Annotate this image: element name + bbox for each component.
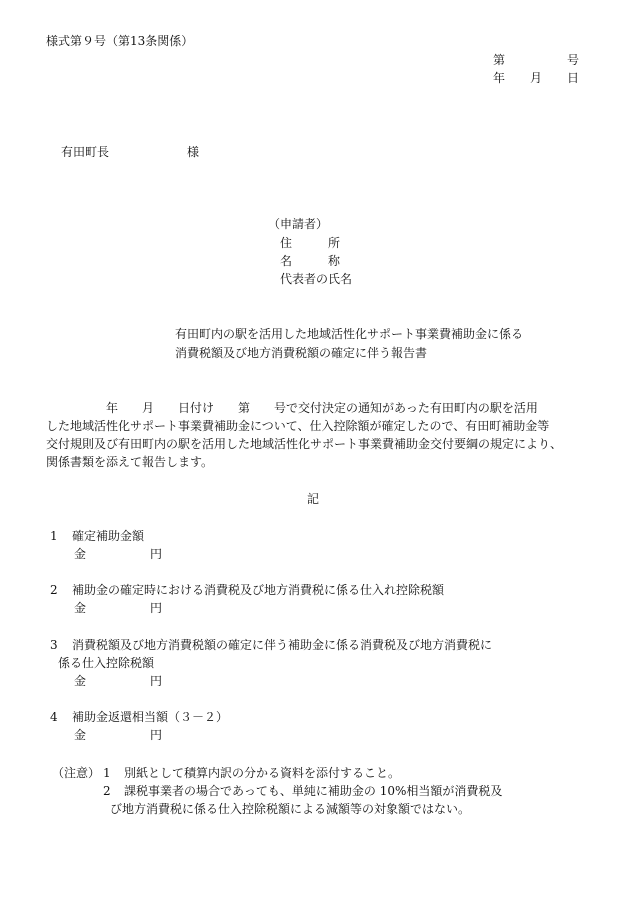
note-text-continued: び地方消費税に係る仕入控除税額による減額等の対象額ではない。 [110, 802, 471, 816]
ki-heading: 記 [307, 492, 320, 506]
body-line: 年 月 日付け 第 号で交付決定の通知があった有田町内の駅を活用 [46, 401, 538, 415]
addressee-honorific: 様 [187, 145, 200, 159]
note-number: 2 [103, 784, 111, 798]
amount-unit: 円 [150, 601, 163, 615]
amount-prefix: 金 [74, 547, 87, 561]
amount-unit: 円 [150, 728, 163, 742]
note-number: 1 [103, 766, 111, 780]
applicant-address-label: 住 所 [280, 236, 341, 250]
form-number: 様式第９号（第13条関係） [46, 34, 194, 48]
applicant-name-label: 名 称 [280, 254, 341, 268]
amount-prefix: 金 [74, 674, 87, 688]
amount-prefix: 金 [74, 728, 87, 742]
body-line: 関係書類を添えて報告します。 [46, 455, 214, 469]
amount-unit: 円 [150, 547, 163, 561]
item-label: 確定補助金額 [72, 529, 145, 543]
date-month: 月 [530, 71, 543, 85]
item-label-continued: 係る仕入控除税額 [58, 656, 155, 670]
applicant-heading: （申請者） [268, 217, 329, 231]
document-number-suffix: 号 [567, 53, 580, 67]
addressee-name: 有田町長 [61, 145, 110, 159]
document-number-prefix: 第 [493, 53, 506, 67]
report-title-line-1: 有田町内の駅を活用した地域活性化サポート事業費補助金に係る [175, 327, 524, 341]
body-line: した地域活性化サポート事業費補助金について、仕入控除額が確定したので、有田町補助金等 [46, 419, 550, 433]
item-label: 消費税額及び地方消費税額の確定に伴う補助金に係る消費税及び地方消費税に [72, 638, 493, 652]
item-number: 1 [50, 529, 58, 543]
amount-unit: 円 [150, 674, 163, 688]
date-year: 年 [493, 71, 506, 85]
notes-label: （注意） [52, 766, 101, 780]
item-number: 4 [50, 710, 58, 724]
applicant-representative-label: 代表者の氏名 [280, 272, 353, 286]
amount-prefix: 金 [74, 601, 87, 615]
report-title-line-2: 消費税額及び地方消費税額の確定に伴う報告書 [175, 346, 428, 360]
item-number: 2 [50, 583, 58, 597]
item-number: 3 [50, 638, 58, 652]
date-day: 日 [567, 71, 580, 85]
item-label: 補助金返還相当額（３－２） [72, 710, 229, 724]
item-label: 補助金の確定時における消費税及び地方消費税に係る仕入れ控除税額 [72, 583, 445, 597]
note-text: 別紙として積算内訳の分かる資料を添付すること。 [124, 766, 401, 780]
body-line: 交付規則及び有田町内の駅を活用した地域活性化サポート事業費補助金交付要綱の規定により、 [46, 437, 563, 451]
note-text: 課税事業者の場合であっても、単純に補助金の 10%相当額が消費税及 [124, 784, 503, 798]
